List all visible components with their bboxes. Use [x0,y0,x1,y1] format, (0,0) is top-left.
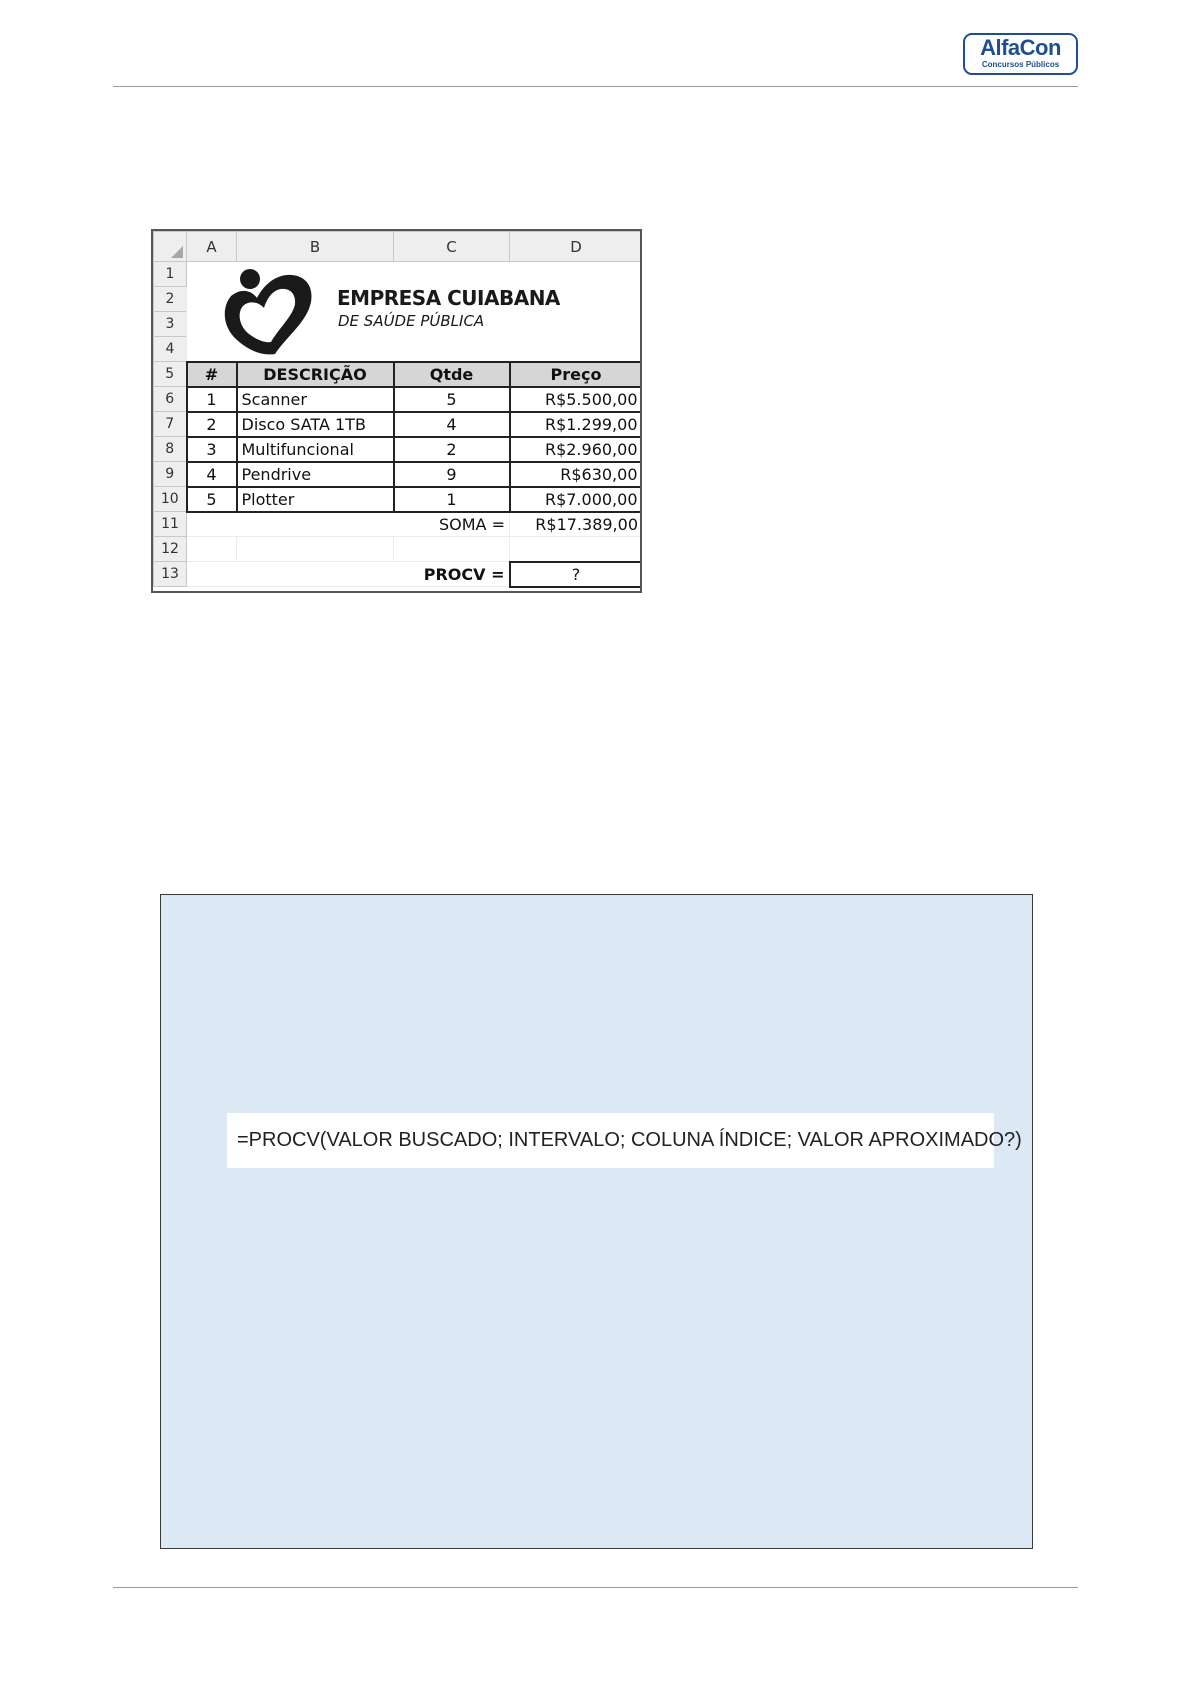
cell-preco: R$2.960,00 [510,437,643,462]
cell-descricao: Multifuncional [237,437,394,462]
spreadsheet-grid [153,231,642,588]
procv-row [154,562,643,587]
row-number: 3 [154,312,187,337]
column-header-d: D [510,232,643,262]
cell-qtde: 9 [394,462,510,487]
cell-preco: R$630,00 [510,462,643,487]
row-number: 10 [154,487,187,512]
empty-cell [187,537,237,562]
soma-row [154,512,643,537]
cell-qtde: 1 [394,487,510,512]
cell-qtde: 4 [394,412,510,437]
row-number: 4 [154,337,187,362]
row-number: 12 [154,537,187,562]
row-number: 13 [154,562,187,587]
select-all-triangle-icon [171,246,183,258]
header-preco: Preço [510,362,643,387]
company-logo-cell [187,262,643,362]
column-header-row [154,232,643,262]
header-divider [113,86,1078,87]
table-row [154,387,643,412]
cell-num: 2 [187,412,237,437]
table-row [154,487,643,512]
column-header-b: B [237,232,394,262]
cell-preco: R$1.299,00 [510,412,643,437]
row-number: 5 [154,362,187,387]
procv-syntax: =PROCV(VALOR BUSCADO; INTERVALO; COLUNA ÍNDICE; VALOR APROXIMADO?) [227,1113,994,1168]
cell-descricao: Pendrive [237,462,394,487]
company-heart-emblem-icon [217,266,317,358]
row-number: 9 [154,462,187,487]
company-subtitle: DE SAÚDE PÚBLICA [338,312,485,330]
cell-descricao: Disco SATA 1TB [237,412,394,437]
header-num: # [187,362,237,387]
empty-cell [237,537,394,562]
row-number: 6 [154,387,187,412]
logo-subtitle: Concursos Públicos [981,60,1060,69]
sheet-row-1 [154,262,643,287]
cell-descricao: Plotter [237,487,394,512]
cell-descricao: Scanner [237,387,394,412]
formula-note-box [160,894,1033,1549]
row-number: 8 [154,437,187,462]
table-row [154,462,643,487]
empty-cell [394,537,510,562]
table-row [154,412,643,437]
column-header-a: A [187,232,237,262]
cell-preco: R$5.500,00 [510,387,643,412]
row-number: 7 [154,412,187,437]
table-header-row [154,362,643,387]
company-name: EMPRESA CUIABANA [337,286,560,310]
table-row [154,437,643,462]
cell-qtde: 5 [394,387,510,412]
procv-label: PROCV = [187,562,510,587]
empty-cell [510,537,643,562]
alfacon-logo [963,33,1078,75]
cell-num: 1 [187,387,237,412]
column-header-c: C [394,232,510,262]
cell-num: 3 [187,437,237,462]
cell-num: 4 [187,462,237,487]
select-all-corner [154,232,187,262]
sheet-row-12 [154,537,643,562]
spreadsheet-screenshot [151,229,642,593]
soma-label: SOMA = [187,512,510,537]
header-qtde: Qtde [394,362,510,387]
cell-qtde: 2 [394,437,510,462]
footer-divider [113,1587,1078,1588]
row-number: 11 [154,512,187,537]
procv-result-cell: ? [510,562,643,587]
header-descricao: DESCRIÇÃO [237,362,394,387]
row-number: 1 [154,262,187,287]
soma-value: R$17.389,00 [510,512,643,537]
logo-brand: AlfaCon [980,35,1061,60]
cell-preco: R$7.000,00 [510,487,643,512]
row-number: 2 [154,287,187,312]
cell-num: 5 [187,487,237,512]
